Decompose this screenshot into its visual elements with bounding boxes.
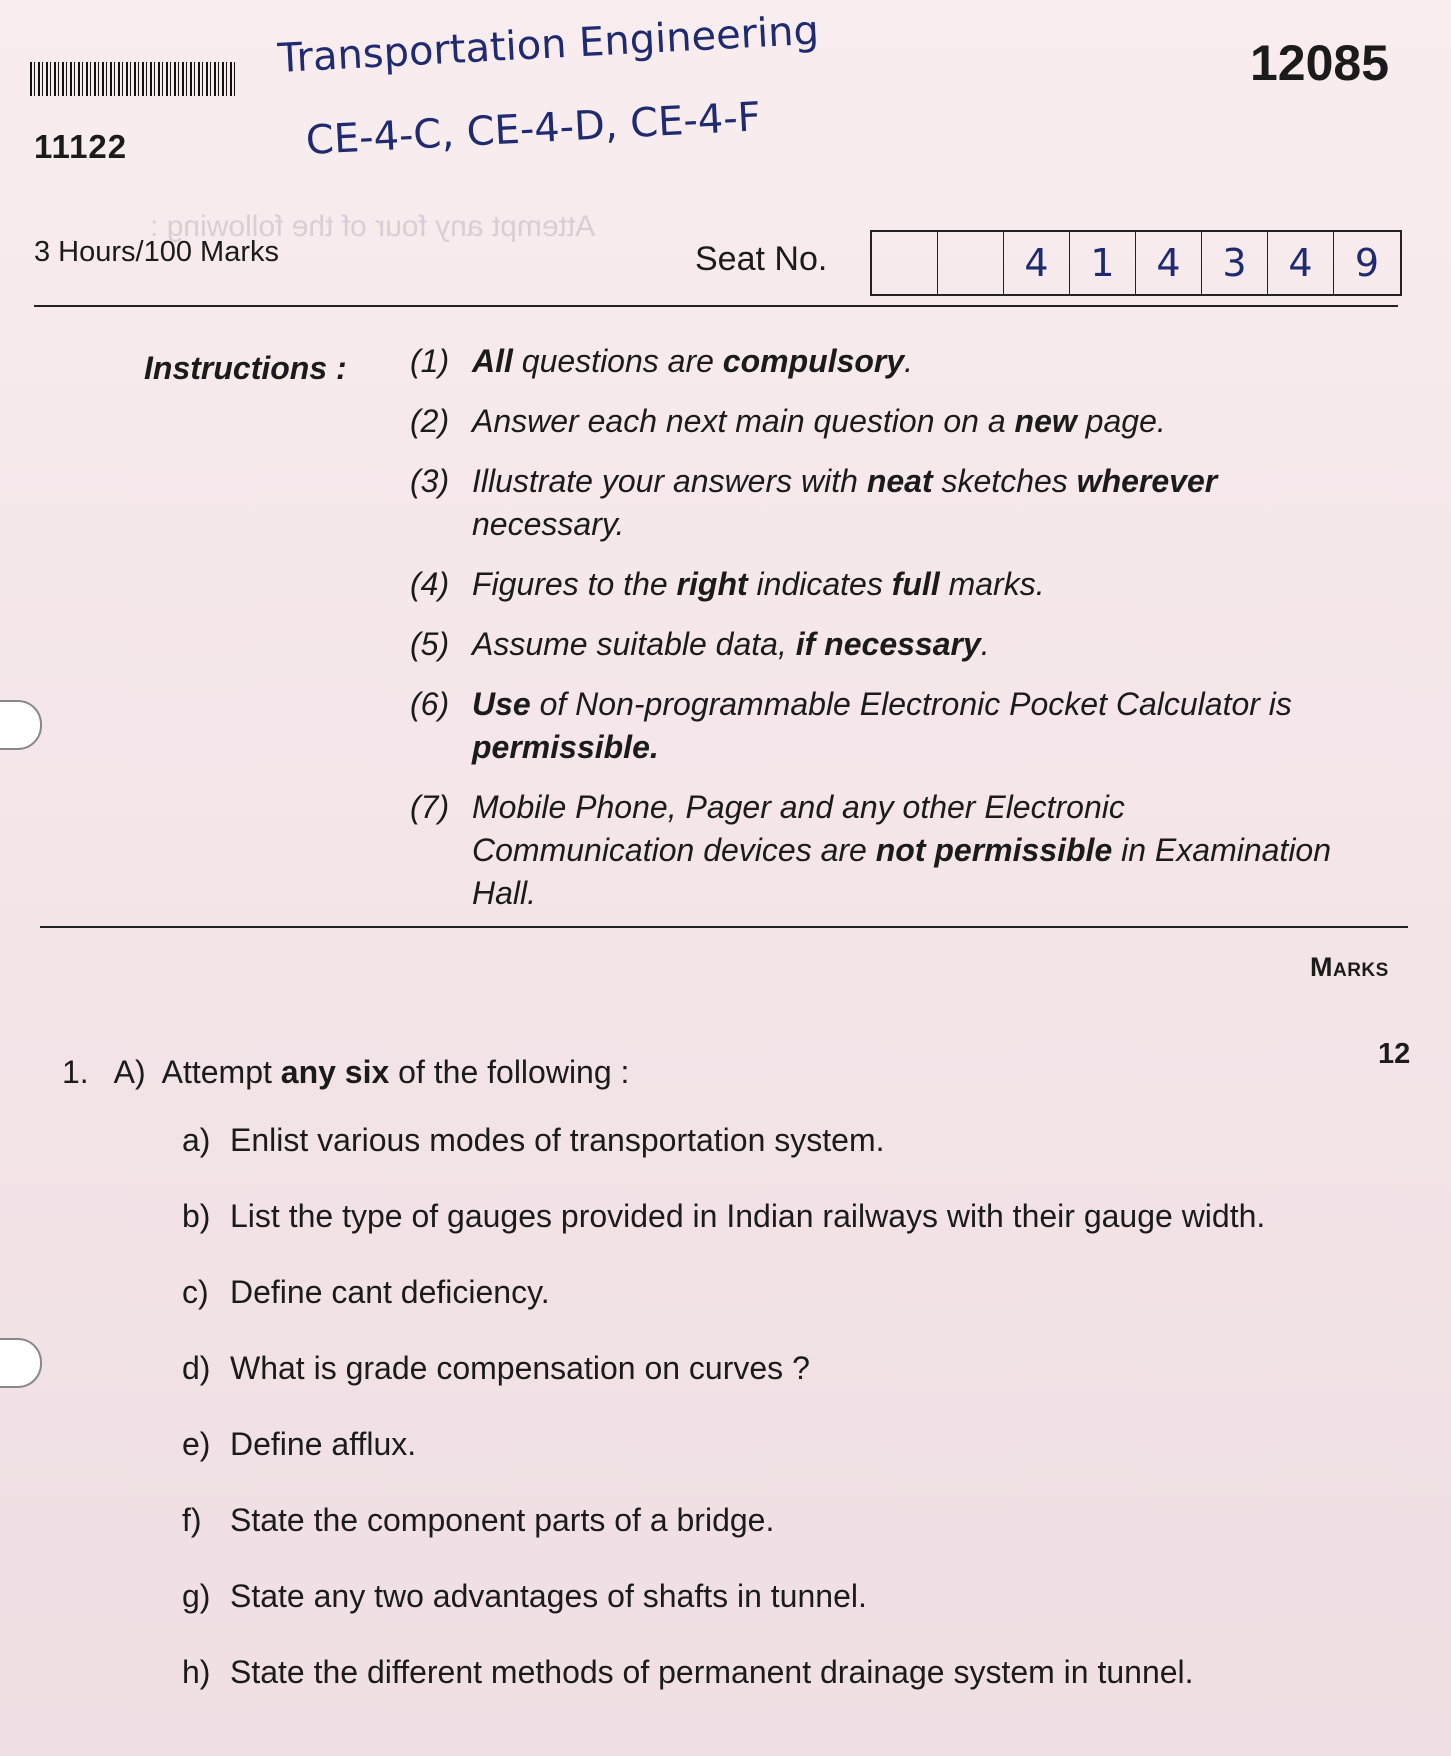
divider-bottom — [40, 926, 1408, 928]
sub-question-text: Enlist various modes of transportation system. — [230, 1122, 885, 1158]
instruction-number: (4) — [410, 566, 450, 602]
sub-question-text: State the component parts of a bridge. — [230, 1502, 775, 1538]
seat-number-label: Seat No. — [695, 240, 828, 278]
instruction-text: Assume suitable data, if necessary. — [472, 626, 990, 662]
duration-marks: 3 Hours/100 Marks — [34, 236, 279, 268]
sub-question-text: State any two advantages of shafts in tunnel. — [230, 1578, 867, 1614]
instruction-text: Use of Non-programmable Electronic Pocket Calculator is permissible. — [472, 686, 1292, 765]
instruction-text: Figures to the right indicates full marks. — [472, 566, 1045, 602]
seat-number-boxes — [870, 230, 1402, 296]
show-through-text: Attempt any four of the following : — [150, 210, 596, 243]
seat-digit-box: 9 — [1354, 241, 1380, 285]
sub-question-letter: f) — [182, 1502, 202, 1538]
instructions-label: Instructions : — [144, 350, 347, 386]
question-prefix: Attempt — [161, 1054, 272, 1090]
seat-digit-box: 4 — [1136, 232, 1202, 294]
seat-digit-box: 3 — [1202, 232, 1268, 294]
instruction-number: (7) — [410, 789, 450, 825]
sub-question — [182, 1122, 1382, 1198]
seat-digit-box: 4 — [1268, 232, 1334, 294]
sub-question — [182, 1654, 1382, 1730]
sub-question — [182, 1426, 1382, 1502]
instruction-item — [410, 340, 1350, 383]
sub-question-text: State the different methods of permanent drainage system in tunnel. — [230, 1654, 1194, 1690]
instruction-item — [410, 786, 1350, 915]
instruction-text: Mobile Phone, Pager and any other Electronic Communication devices are not permissible in Examination Hall. — [472, 789, 1332, 911]
punch-hole — [0, 1338, 42, 1388]
sub-question-list — [182, 1122, 1382, 1730]
sub-question-text: What is grade compensation on curves ? — [230, 1350, 810, 1386]
barcode — [30, 62, 236, 96]
instruction-item — [410, 623, 1350, 666]
seat-digit-box — [872, 232, 938, 294]
sub-question-letter: h) — [182, 1654, 211, 1690]
sub-question-letter: a) — [182, 1122, 211, 1158]
sub-question-letter: c) — [182, 1274, 209, 1310]
punch-hole — [0, 700, 42, 750]
sub-question — [182, 1350, 1382, 1426]
instruction-number: (3) — [410, 463, 450, 499]
handwritten-subject: Transportation Engineering — [276, 7, 821, 82]
instruction-number: (2) — [410, 403, 450, 439]
paper-code-right: 12085 — [1250, 35, 1390, 91]
instruction-number: (5) — [410, 626, 450, 662]
seat-digit-box: 1 — [1070, 232, 1136, 294]
instruction-text: Answer each next main question on a new page. — [472, 403, 1166, 439]
instruction-item — [410, 460, 1350, 546]
sub-question-text: Define cant deficiency. — [230, 1274, 550, 1310]
question-number: 1. — [62, 1054, 89, 1090]
instruction-number: (1) — [410, 343, 450, 379]
instruction-text: All questions are compulsory. — [472, 343, 914, 379]
seat-digit-box — [938, 232, 1004, 294]
sub-question — [182, 1578, 1382, 1654]
question-part: A) — [113, 1054, 146, 1090]
sub-question-letter: e) — [182, 1426, 211, 1462]
instruction-item — [410, 563, 1350, 606]
question-emphasis: any six — [280, 1054, 390, 1090]
instruction-item — [410, 683, 1350, 769]
marks-heading: Marks — [1310, 952, 1389, 982]
question-heading — [62, 1054, 629, 1091]
handwritten-classes: CE-4-C, CE-4-D, CE-4-F — [304, 94, 762, 164]
sub-question — [182, 1502, 1382, 1578]
instruction-item — [410, 400, 1350, 443]
sub-question-letter: b) — [182, 1198, 211, 1234]
instructions-list — [410, 340, 1350, 932]
instruction-text: Illustrate your answers with neat sketches wherever necessary. — [472, 463, 1218, 542]
instruction-number: (6) — [410, 686, 450, 722]
paper-code-left: 11122 — [34, 128, 128, 165]
sub-question-letter: g) — [182, 1578, 211, 1614]
sub-question-letter: d) — [182, 1350, 211, 1386]
question-suffix: of the following : — [398, 1054, 630, 1090]
divider-top — [34, 305, 1398, 307]
sub-question — [182, 1198, 1382, 1274]
sub-question-text: List the type of gauges provided in Indian railways with their gauge width. — [230, 1198, 1266, 1234]
sub-question — [182, 1274, 1382, 1350]
sub-question-text: Define afflux. — [230, 1426, 417, 1462]
question-marks: 12 — [1378, 1038, 1411, 1070]
seat-digit-box: 4 — [1004, 232, 1070, 294]
